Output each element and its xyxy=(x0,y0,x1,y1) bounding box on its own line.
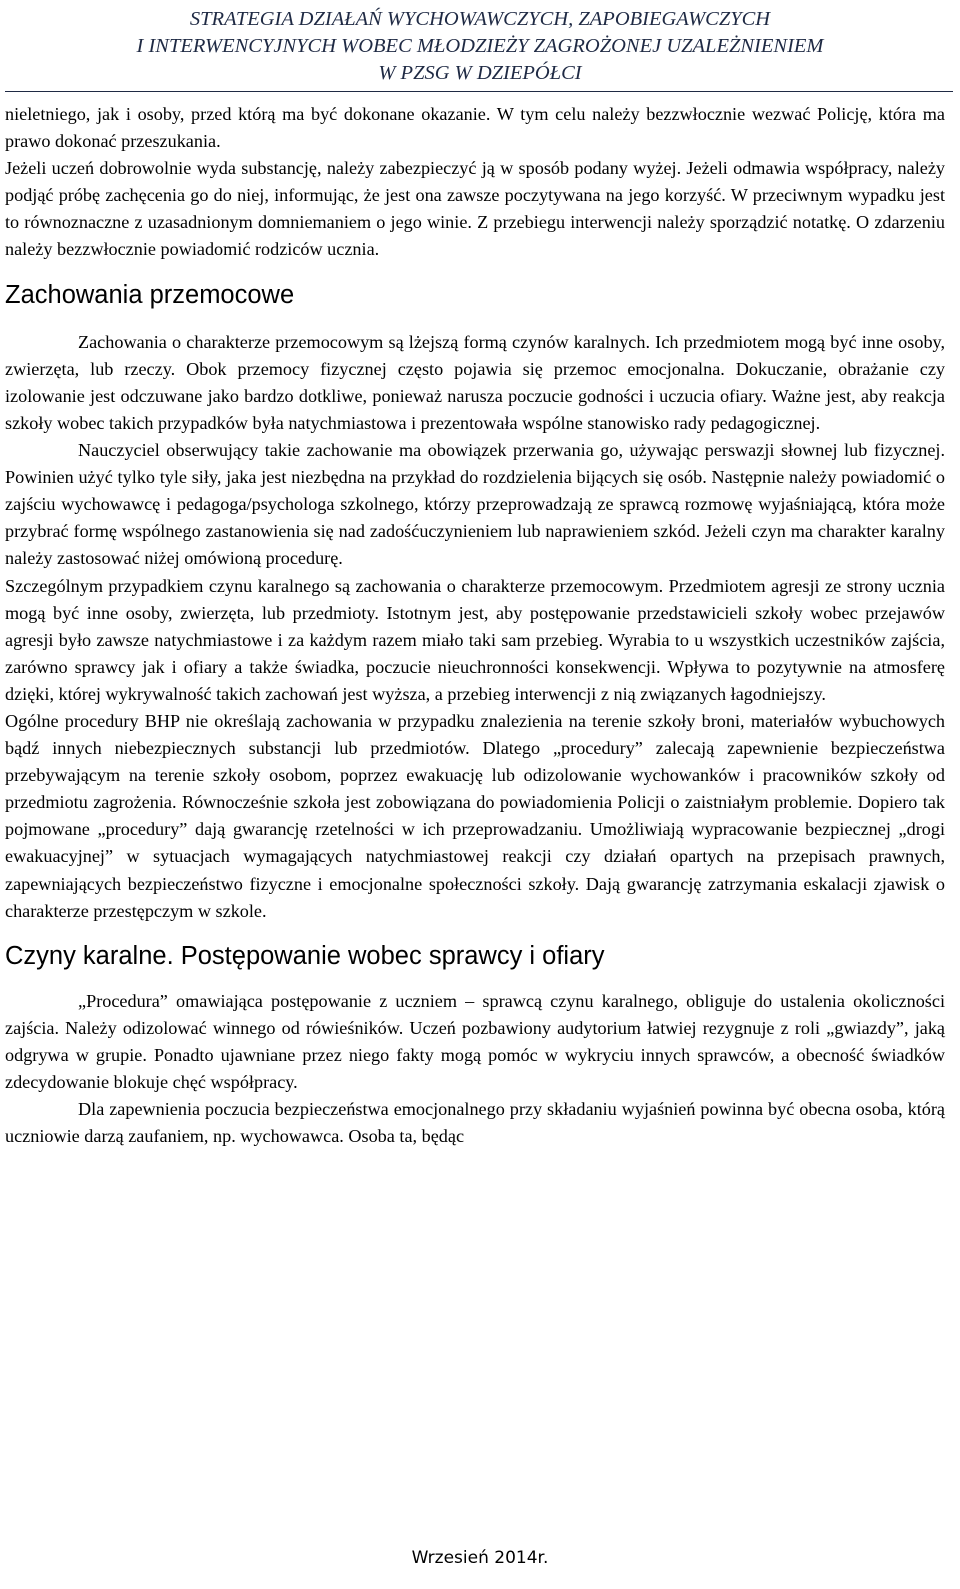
crimes-paragraph-1: „Procedura” omawiająca postępowanie z uczniem – sprawcą czynu karalnego, obliguje do ustalenia okoliczności zajścia. Należy odizolować winnego od rówieśników. Uczeń pozbawiony audytorium łatwiej rezygnuje z roli „gwiazdy”, jaką odgrywa w grupie. Ponadto ujawniane przez niego fakty mogą pomóc w wykryciu innych sprawców, a obecność świadków zdecydowanie blokuje chęć współpracy. xyxy=(5,990,945,1093)
header-line-1: STRATEGIA DZIAŁAŃ WYCHOWAWCZYCH, ZAPOBIEGAWCZYCH xyxy=(189,8,771,30)
intro-paragraph-1: nieletniego, jak i osoby, przed którą ma być dokonane okazanie. W tym celu należy bezzwłocznie wezwać Policję, która ma prawo dokonać przeszukania. xyxy=(5,104,945,152)
violence-paragraph-1: Zachowania o charakterze przemocowym są lżejszą formą czynów karalnych. Ich przedmiotem mogą być inne osoby, zwierzęta, lub rzeczy. Obok przemocy fizycznej często pojawia się przemoc emocjonalna. Dokuczanie, obrażanie czy izolowanie jest odczuwane jako bardzo dotkliwe, ponieważ narusza poczucie godności i uczucia ofiary. Ważne jest, aby reakcja szkoły wobec takich przypadków była natychmiastowa i prezentowała wspólne stanowisko rady pedagogicznej. xyxy=(5,331,945,433)
header-divider xyxy=(5,91,953,92)
violence-paragraph-3: Szczególnym przypadkiem czynu karalnego są zachowania o charakterze przemocowym. Przedmiotem agresji ze strony ucznia mogą być inne osoby, zwierzęta, lub przedmioty. Istotnym jest, aby postępowanie przedstawicieli szkoły wobec przejawów agresji było zawsze natychmiastowe i za każdym razem miało taki sam przebieg. Wyrabia to u wszystkich uczestników zajścia, zarówno sprawcy jak i ofiary a także świadka, poczucie nieuchronności konsekwencji. Wpływa to pozytywnie na atmosferę dzięki, której wykrywalność takich zachowań jest wyższa, a przebieg interwencji z nią związanych łagodniejszy. xyxy=(5,575,945,704)
page-header xyxy=(0,6,960,87)
header-line-3: W PZSG W DZIEPÓŁCI xyxy=(378,62,582,84)
section-heading-violence: Zachowania przemocowe xyxy=(5,280,295,309)
violence-paragraph-2: Nauczyciel obserwujący takie zachowanie ma obowiązek przerwania go, używając perswazji słownej lub fizycznej. Powinien użyć tylko tyle siły, jaka jest niezbędna na przykład do rozdzielenia bijących się osób. Następnie należy powiadomić o zajściu wychowawcę i pedagoga/psychologa szkolnego, którzy przeprowadzają ze sprawcą rozmowę wyjaśniającą, która może przybrać formę wspólnego zastanowienia się nad zadośćuczynieniem lub naprawieniem szkód. Jeżeli czyn ma charakter karalny należy zastosować niżej omówioną procedurę. xyxy=(5,440,945,569)
document-body xyxy=(5,101,945,1150)
intro-paragraph-2: Jeżeli uczeń dobrowolnie wyda substancję, należy zabezpieczyć ją w sposób podany wyżej. Jeżeli odmawia współpracy, należy podjąć próbę zachęcenia go do niej, informując, że jest ona zawsze poczytywana na jego korzyść. W przeciwnym wypadku jest to równoznaczne z uzasadnionym domniemaniem o jego winie. Z przebiegu interwencji należy sporządzić notatkę. O zdarzeniu należy bezzwłocznie powiadomić rodziców ucznia. xyxy=(5,158,945,260)
crimes-paragraph-2: Dla zapewnienia poczucia bezpieczeństwa emocjonalnego przy składaniu wyjaśnień powinna być obecna osoba, którą uczniowie darzą zaufaniem, np. wychowawca. Osoba ta, będąc xyxy=(5,1099,945,1147)
header-line-2: I INTERWENCYJNYCH WOBEC MŁODZIEŻY ZAGROŻONEJ UZALEŻNIENIEM xyxy=(136,35,824,57)
violence-paragraph-4: Ogólne procedury BHP nie określają zachowania w przypadku znalezienia na terenie szkoły broni, materiałów wybuchowych bądź innych niebezpiecznych substancji lub przedmiotów. Dlatego „procedury” zalecają zapewnienie bezpieczeństwa przebywającym na terenie szkoły osobom, poprzez ewakuację lub odizolowanie wychowanków i pracowników szkoły od przedmiotu zagrożenia. Równocześnie szkoła jest zobowiązana do powiadomienia Policji o zaistniałym problemie. Dopiero tak pojmowane „procedury” dają gwarancję rzetelności w ich przeprowadzaniu. Umożliwiają wypracowanie bezpiecznej „drogi ewakuacyjnej” w sytuacjach wymagających natychmiastowej reakcji czy działań opartych na przepisach prawnych, zapewniających bezpieczeństwo fizyczne i emocjonalne społeczności szkoły. Dają gwarancję zatrzymania eskalacji zjawisk o charakterze przestępczym w szkole. xyxy=(5,710,945,921)
page-footer-date: Wrzesień 2014r. xyxy=(411,1548,549,1568)
section-heading-crimes: Czyny karalne. Postępowanie wobec sprawcy i ofiary xyxy=(5,941,605,970)
